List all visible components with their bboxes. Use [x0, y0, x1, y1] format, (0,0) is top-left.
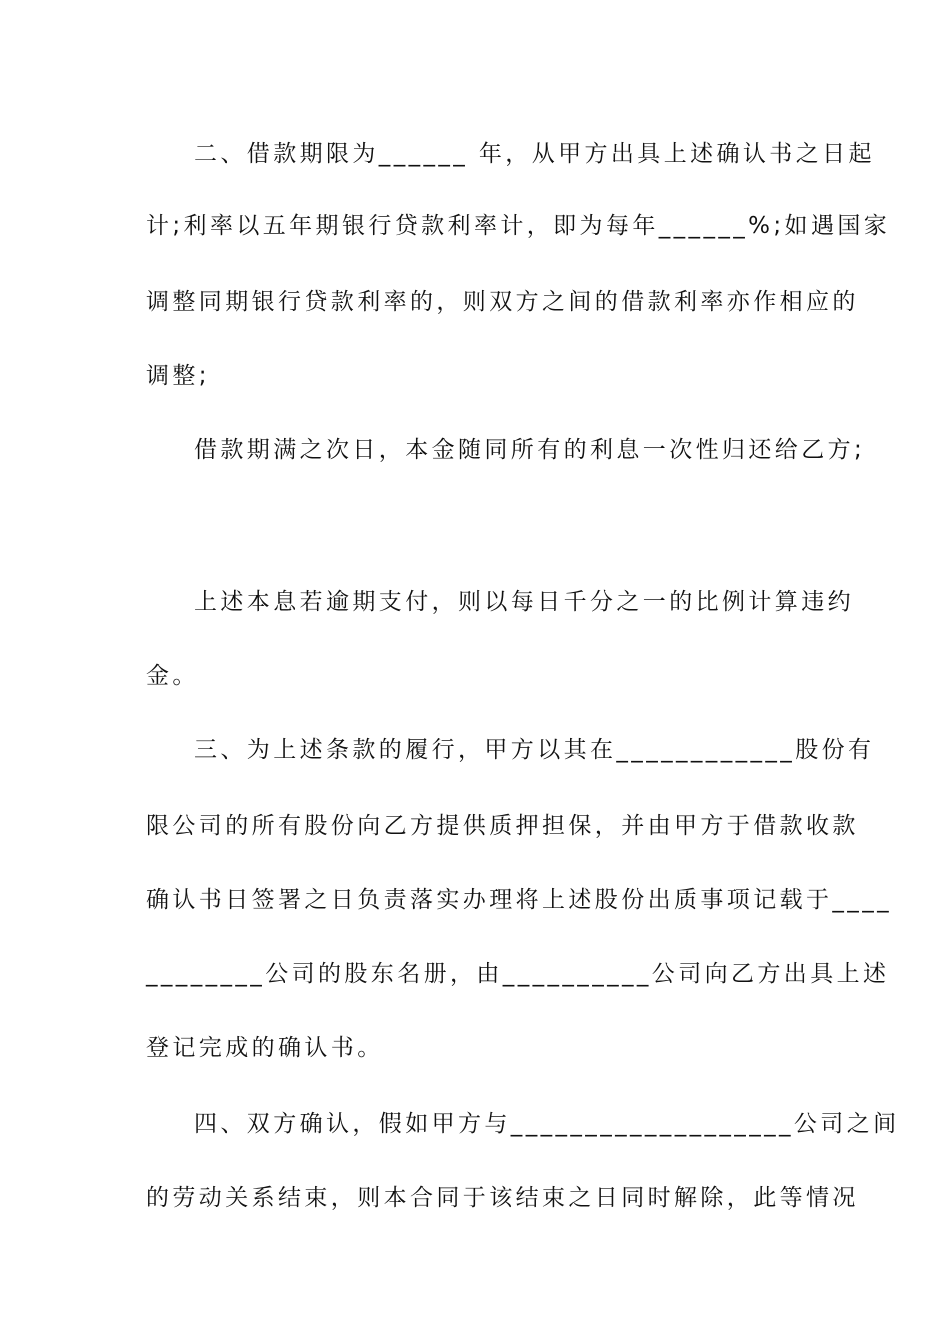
- paragraph-3-line-1: 三、为上述条款的履行，甲方以其在____________股份有: [194, 737, 875, 763]
- penalty-paragraph-line-2: 金。: [146, 663, 199, 689]
- paragraph-3-line-5: 登记完成的确认书。: [146, 1035, 384, 1061]
- paragraph-2-line-4: 调整;: [146, 363, 210, 389]
- paragraph-3-line-2: 限公司的所有股份向乙方提供质押担保，并由甲方于借款收款: [146, 813, 859, 839]
- paragraph-3-line-3: 确认书日签署之日负责落实办理将上述股份出质事项记载于____: [146, 887, 892, 913]
- paragraph-2-line-1: 二、借款期限为______ 年，从甲方出具上述确认书之日起: [194, 141, 875, 167]
- paragraph-2-line-2: 计;利率以五年期银行贷款利率计，即为每年______%;如遇国家: [146, 213, 891, 239]
- maturity-paragraph: 借款期满之次日，本金随同所有的利息一次性归还给乙方;: [194, 437, 866, 463]
- paragraph-4-line-1: 四、双方确认，假如甲方与___________________公司之间: [194, 1111, 900, 1137]
- paragraph-3-line-4: ________公司的股东名册，由__________公司向乙方出具上述: [146, 961, 890, 987]
- paragraph-4-line-2: 的劳动关系结束，则本合同于该结束之日同时解除，此等情况: [146, 1185, 859, 1211]
- penalty-paragraph-line-1: 上述本息若逾期支付，则以每日千分之一的比例计算违约: [194, 589, 854, 615]
- paragraph-2-line-3: 调整同期银行贷款利率的，则双方之间的借款利率亦作相应的: [146, 289, 859, 315]
